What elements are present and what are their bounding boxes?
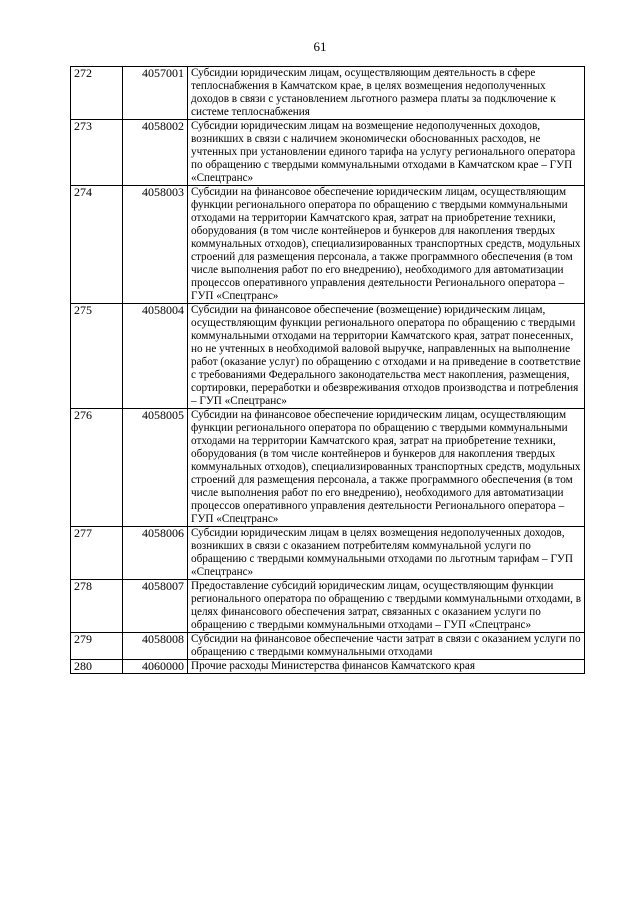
row-code: 4058003	[123, 186, 188, 304]
table-row	[71, 67, 585, 120]
row-number: 278	[71, 580, 123, 633]
row-code: 4058007	[123, 580, 188, 633]
row-description: Предоставление субсидий юридическим лицам, осуществляющим функции регионального оператора по обращению с твердыми коммунальными отходами, в целях финансового обеспечения затрат, связанных с оказанием услуги по обращению с твердыми коммунальными отходами – ГУП «Спецтранс»	[188, 580, 585, 633]
row-code: 4058004	[123, 304, 188, 409]
table-row	[71, 633, 585, 660]
expense-codes-table	[70, 66, 585, 674]
table-row	[71, 580, 585, 633]
row-code: 4058005	[123, 409, 188, 527]
row-number: 280	[71, 660, 123, 674]
page-number: 61	[313, 39, 327, 54]
row-number: 276	[71, 409, 123, 527]
row-description: Субсидии на финансовое обеспечение части затрат в связи с оказанием услуги по обращению с твердыми коммунальными отходами	[188, 633, 585, 660]
row-code: 4057001	[123, 67, 188, 120]
table-row	[71, 527, 585, 580]
row-description: Субсидии на финансовое обеспечение (возмещение) юридическим лицам, осуществляющим функции регионального оператора по обращению с твердыми коммунальными отходами на территории Камчатского края, затрат понесенных, но не учтенных в необходимой валовой выручке, направленных на выполнение работ (оказание услуг) по обращению с отходами и на приведение в соответствие с требованиями Федерального законодательства мест накопления, размещения, сортировки, переработки и обезвреживания отходов производства и потребления – ГУП «Спецтранс»	[188, 304, 585, 409]
table-row	[71, 304, 585, 409]
row-description: Субсидии на финансовое обеспечение юридическим лицам, осуществляющим функции регионального оператора по обращению с твердыми коммунальными отходами на территории Камчатского края, затрат на приобретение техники, оборудования (в том числе контейнеров и бункеров для накопления твердых коммунальных отходов), специализированных транспортных средств, модульных строений для размещения персонала, а также программного обеспечения (в том числе выполнения работ по его внедрению), необходимого для автоматизации процессов оперативного управления деятельности Регионального оператора – ГУП «Спецтранс»	[188, 409, 585, 527]
row-description: Субсидии юридическим лицам в целях возмещения недополученных доходов, возникших в связи с оказанием потребителям коммунальной услуги по обращению с твердыми коммунальными отходами по льготным тарифам – ГУП «Спецтранс»	[188, 527, 585, 580]
row-number: 274	[71, 186, 123, 304]
row-code: 4058006	[123, 527, 188, 580]
row-number: 272	[71, 67, 123, 120]
row-description: Субсидии юридическим лицам, осуществляющим деятельность в сфере теплоснабжения в Камчатском крае, в целях возмещения недополученных доходов в связи с установлением льготного размера платы за подключение к системе теплоснабжения	[188, 67, 585, 120]
table-row	[71, 660, 585, 674]
table-row	[71, 120, 585, 186]
row-code: 4058008	[123, 633, 188, 660]
table-row	[71, 409, 585, 527]
row-code: 4058002	[123, 120, 188, 186]
row-code: 4060000	[123, 660, 188, 674]
row-number: 279	[71, 633, 123, 660]
row-number: 277	[71, 527, 123, 580]
row-description: Субсидии юридическим лицам на возмещение недополученных доходов, возникших в связи с наличием экономически обоснованных расходов, не учтенных при установлении единого тарифа на услугу регионального оператора по обращению с твердыми коммунальными отходами в Камчатском крае – ГУП «Спецтранс»	[188, 120, 585, 186]
table-row	[71, 186, 585, 304]
row-description: Субсидии на финансовое обеспечение юридическим лицам, осуществляющим функции регионального оператора по обращению с твердыми коммунальными отходами на территории Камчатского края, затрат на приобретение техники, оборудования (в том числе контейнеров и бункеров для накопления твердых коммунальных отходов), специализированных транспортных средств, модульных строений для размещения персонала, а также программного обеспечения (в том числе выполнения работ по его внедрению), необходимого для автоматизации процессов оперативного управления деятельности Регионального оператора – ГУП «Спецтранс»	[188, 186, 585, 304]
row-description: Прочие расходы Министерства финансов Камчатского края	[188, 660, 585, 674]
row-number: 273	[71, 120, 123, 186]
row-number: 275	[71, 304, 123, 409]
